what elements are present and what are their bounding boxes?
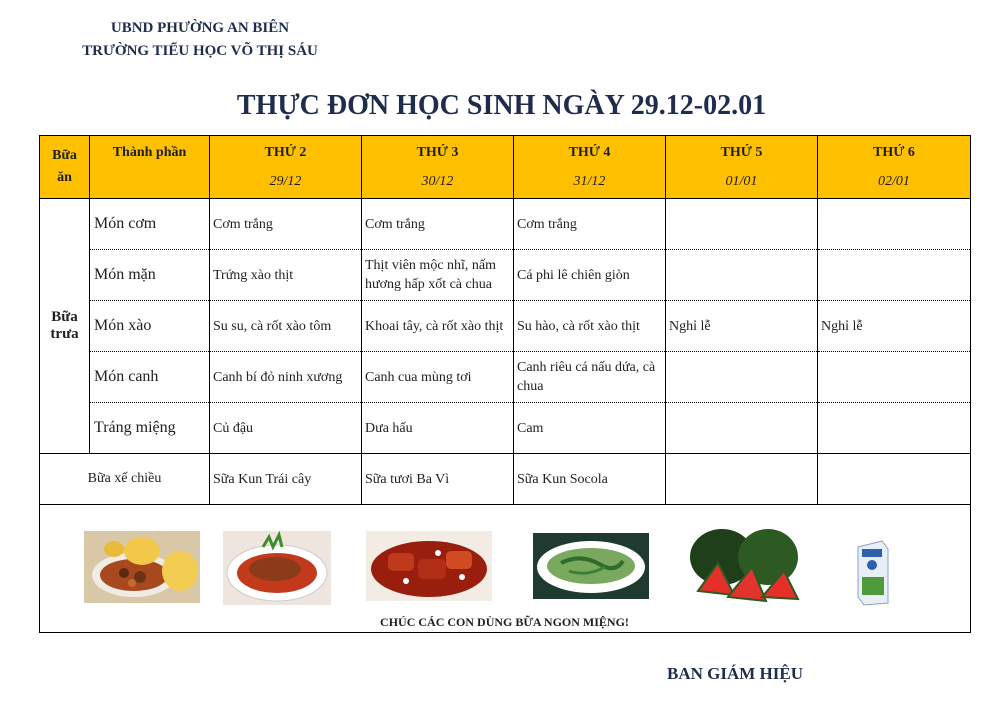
row-label: Món canh [90,352,210,403]
watermelon-image [688,527,800,605]
vegetable-soup-image [533,533,649,599]
menu-cell [818,250,971,301]
menu-cell [666,454,818,505]
component-header-label: Thành phần [112,145,187,160]
menu-cell [666,199,818,250]
menu-cell: Cơm trắng [210,199,362,250]
table-row-snack [40,454,971,505]
header-school: TRƯỜNG TIỂU HỌC VÕ THỊ SÁU [82,43,318,59]
menu-cell: Canh riêu cá nấu dứa, cà chua [514,352,666,403]
column-header-day [666,136,818,199]
menu-cell: Su su, cà rốt xào tôm [210,301,362,352]
day-date: 31/12 [573,174,606,189]
menu-cell: Sữa Kun Socola [514,454,666,505]
meal-label-lunch: Bữa trưa [40,199,90,454]
menu-cell: Củ đậu [210,403,362,454]
menu-table [39,135,971,633]
table-row [40,301,971,352]
menu-cell: Cam [514,403,666,454]
day-name: THỨ 5 [720,145,763,160]
row-label: Tráng miệng [90,403,210,454]
column-header-day [514,136,666,199]
menu-cell [818,454,971,505]
menu-cell [818,403,971,454]
day-date: 02/01 [878,174,910,189]
menu-cell: Thịt viên mộc nhĩ, nấm hương hấp xốt cà chua [362,250,514,301]
menu-cell [818,352,971,403]
menu-cell: Su hào, cà rốt xào thịt [514,301,666,352]
day-name: THỨ 2 [264,145,307,160]
menu-cell: Khoai tây, cà rốt xào thịt [362,301,514,352]
day-date: 01/01 [725,174,758,189]
day-date: 30/12 [421,174,454,189]
table-row [40,352,971,403]
table-row [40,403,971,454]
menu-cell: Nghỉ lễ [818,301,971,352]
fish-dish-image [223,531,331,605]
meal-label-snack: Bữa xế chiều [40,454,210,505]
row-label: Món mặn [90,250,210,301]
menu-cell: Cá phi lê chiên giòn [514,250,666,301]
column-header-day [362,136,514,199]
table-row-images [40,505,971,633]
braised-meat-image [366,531,492,601]
closing-message: CHÚC CÁC CON DÙNG BỮA NGON MIỆNG! [380,615,629,629]
menu-cell: Cơm trắng [514,199,666,250]
stew-bowl-image [84,531,200,603]
menu-cell: Trứng xào thịt [210,250,362,301]
menu-cell: Canh bí đỏ ninh xương [210,352,362,403]
day-name: THỨ 4 [568,145,611,160]
menu-cell: Dưa hấu [362,403,514,454]
signature-title: BAN GIÁM HIỆU [667,664,804,683]
menu-cell [666,250,818,301]
header-authority: UBND PHƯỜNG AN BIÊN [110,20,290,36]
menu-cell [666,352,818,403]
menu-cell: Canh cua mùng tơi [362,352,514,403]
menu-cell: Nghỉ lễ [666,301,818,352]
menu-cell [666,403,818,454]
table-row [40,199,971,250]
menu-cell: Sữa tươi Ba Vì [362,454,514,505]
table-row [40,250,971,301]
day-date: 29/12 [269,174,302,189]
table-header-row [40,136,971,199]
food-images-area [40,505,971,633]
day-name: THỨ 6 [873,145,915,160]
row-label: Món cơm [90,199,210,250]
day-name: THỨ 3 [416,145,459,160]
column-header-day [818,136,971,199]
milk-carton-image [852,537,892,607]
menu-cell: Cơm trắng [362,199,514,250]
menu-cell [818,199,971,250]
menu-cell: Sữa Kun Trái cây [210,454,362,505]
page-title: THỰC ĐƠN HỌC SINH NGÀY 29.12-02.01 [236,90,767,121]
column-header-meal: Bữa ăn [40,136,90,199]
column-header-day [210,136,362,199]
column-header-component [90,136,210,199]
row-label: Món xào [90,301,210,352]
